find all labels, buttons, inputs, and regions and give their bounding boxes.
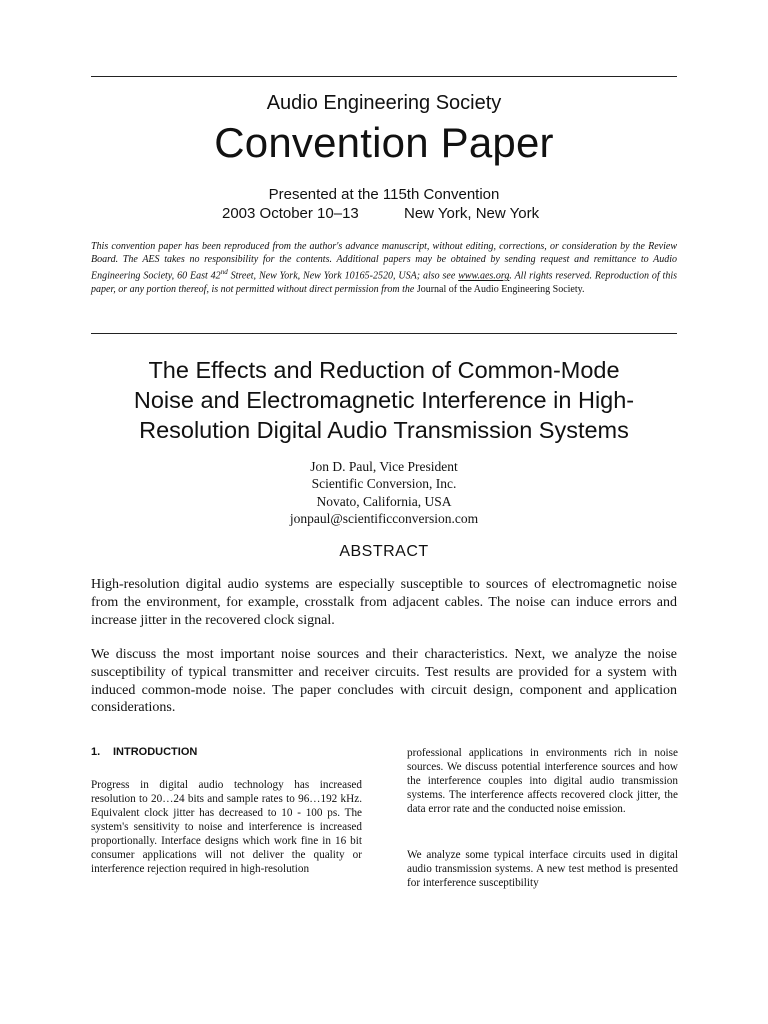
body-paragraph: professional applications in environments rich in noise sources. We discuss potential interference sources and how the interference couples into digital audio transmission systems. The interference affects recovered clock jitter, the data error rate and the conducted noise emission. (407, 747, 678, 816)
section-rule (91, 333, 677, 334)
notice-text: This convention paper has been reproduced from the author's advance manuscript, without editing, corrections, or consideration by the Review Board. The AES takes no responsibility for the contents. Additional papers may be obtained by sending request and remittance to Audio Engineering Society, 60 East 42 (91, 241, 677, 282)
body-paragraph: Progress in digital audio technology has increased resolution to 20…24 bits and sample rates to 96…192 kHz. Equivalent clock jitter has decreased to 10 - 100 ps. The system's sensitivity to noise and interference is increased proportionally. Interface designs which work fine in 16 bit consumer applications will not deliver the quality or interference rejection required in high-resolution (91, 779, 362, 876)
author-location: Novato, California, USA (316, 493, 452, 509)
journal-name: Journal of the Audio Engineering Society. (416, 283, 585, 295)
title-line: Resolution Digital Audio Transmission Systems (139, 417, 629, 443)
convention-date: 2003 October 10–13 (222, 205, 359, 222)
convention-location: New York, New York (404, 205, 540, 222)
title-line: Noise and Electromagnetic Interference in High- (133, 387, 635, 413)
abstract-paragraph: We discuss the most important noise sources and their characteristics. Next, we analyze the noise susceptibility of typical transmitter and receiver circuits. Test results are provided for a system with induced common-mode noise. The paper concludes with circuit design, component and application considerations. (91, 647, 677, 716)
body-paragraph: We analyze some typical interface circuits used in digital audio transmission systems. A new test method is presented for interference susceptibility (407, 849, 678, 890)
notice-text-3: . All rights reserved. Reproduction of this paper, or any portion thereof, is not permitted without direct permission from the (91, 270, 677, 295)
aes-link[interactable]: www.aes.org (458, 270, 510, 282)
introduction-heading (91, 746, 197, 758)
title-line: The Effects and Reduction of Common-Mode (148, 357, 620, 383)
section-number: 1. (91, 746, 101, 758)
section-title: INTRODUCTION (113, 746, 198, 758)
notice-superscript: nd (220, 268, 228, 277)
society-name: Audio Engineering Society (266, 92, 502, 114)
top-rule (91, 76, 677, 77)
dateline (222, 205, 540, 222)
author-block (0, 458, 768, 528)
document-type: Convention Paper (214, 119, 554, 166)
paper-title (100, 355, 668, 445)
presented-line: Presented at the 115th Convention (268, 186, 500, 203)
reproduction-notice (91, 240, 677, 296)
abstract-heading: ABSTRACT (339, 543, 429, 560)
author-email: jonpaul@scientificconversion.com (289, 511, 479, 527)
notice-text-2: Street, New York, New York 10165-2520, USA; also see (227, 270, 459, 282)
abstract-paragraph: High-resolution digital audio systems are especially susceptible to sources of electromagnetic noise from the environment, for example, crosstalk from adjacent cables. The noise can induce errors and increase jitter in the recovered clock signal. (91, 577, 677, 628)
author-affiliation: Scientific Conversion, Inc. (311, 476, 457, 492)
author-name: Jon D. Paul, Vice President (310, 459, 458, 474)
